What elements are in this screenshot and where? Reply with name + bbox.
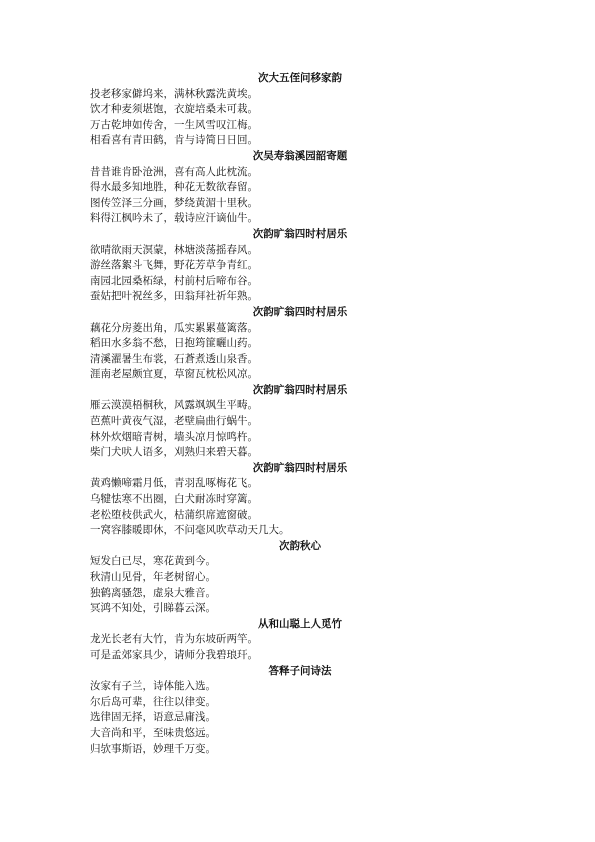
poem-line: 大音尚和平，至味贵悠远。	[90, 726, 216, 739]
poem	[90, 461, 510, 539]
poem-line: 清溪濯暑生布裳，石蒼煮透山泉香。	[90, 352, 258, 365]
poem-line: 选律固无择，语意忌庸浅。	[90, 711, 216, 724]
poem	[90, 539, 510, 617]
poem-title: 从和山聪上人觅竹	[258, 617, 342, 630]
poem-line: 秋清山见骨，年老树留心。	[90, 571, 216, 583]
poem	[90, 149, 510, 227]
poem-line: 雁云漠漠梧桐秋，风露飒飒生平畴。	[90, 399, 258, 412]
poem-title: 次大五侄问移家韵	[258, 72, 342, 84]
poem-line: 归欤事斯语，妙理千万变。	[90, 742, 216, 755]
poem-line: 游丝落絮斗飞舞，野花芳草争青红。	[90, 259, 258, 272]
poem-line: 汝家有子兰，诗体能入选。	[90, 680, 216, 693]
poem-line: 图传笠泽三分画，梦绕黄湄十里秋。	[90, 196, 258, 209]
poem-line: 冥鸿不知处，引睇暮云深。	[90, 602, 216, 615]
poem-title: 答释子问诗法	[268, 664, 332, 677]
poem-line: 饮才种麦须堪饱，衣旋培桑未可栽。	[90, 103, 258, 116]
poem-title: 次韵旷翁四时村居乐	[252, 383, 348, 396]
poem-line: 独鹤离骚怨，虚泉大雅音。	[90, 586, 216, 599]
poem-line: 相看喜有青田鹤，肯与诗简日日回。	[90, 134, 258, 147]
poem-title: 次韵旷翁四时村居乐	[252, 227, 348, 240]
poem-line: 昔昔谁肯卧沧洲，喜有高人此枕流。	[90, 165, 258, 178]
poem	[90, 664, 510, 758]
poem-line: 老松堕枝供武火，枯蒲织席遮窗破。	[90, 508, 258, 521]
poem	[90, 305, 510, 383]
poem-line: 得水最多知地胜，种花无数欲春留。	[90, 181, 258, 194]
poem-line: 蚕姑把叶祝丝多，田翁拜社祈年熟。	[90, 290, 258, 303]
poem-line: 黄鸡懒啼霜月低，青羽乱啄梅花飞。	[90, 477, 258, 490]
poem-line: 投老移家僻坞来，满林秋露洗黄埃。	[90, 87, 258, 100]
poem-line: 可是孟郊家具少，请师分我碧琅玕。	[90, 648, 258, 661]
poem	[90, 227, 510, 305]
poem	[90, 617, 510, 664]
poem	[90, 383, 510, 461]
poem-line: 林外炊烟暗青树，墙头凉月惊鸣杵。	[90, 430, 258, 443]
poem-line: 万古乾坤如传舍，一生风雪叹江梅。	[90, 118, 258, 131]
poem-line: 龙光长老有大竹，肯为东坡斫两竿。	[90, 633, 258, 646]
poem-line: 欲晴欲雨天溟蒙，林塘淡荡摇春风。	[90, 243, 258, 256]
poem-line: 南园北园桑柘绿，村前村后啼布谷。	[90, 274, 258, 287]
poem-title: 次吴寿翁溪园韶寄题	[252, 149, 348, 162]
poem-line: 柴门犬吠人语多，刈熟归来碧天暮。	[90, 446, 258, 459]
poem-line: 乌犍怯寒不出圈，白犬耐冻时穿篱。	[90, 493, 258, 506]
poem-line: 稻田水多翁不愁，日抱筠篚曬山药。	[90, 337, 258, 350]
poem-line: 尔后岛可辈，往往以律变。	[90, 695, 216, 708]
poem-line: 料得江枫吟未了，载诗应汗谪仙牛。	[90, 212, 258, 225]
poem-title: 次韵旷翁四时村居乐	[252, 461, 348, 474]
poem	[90, 71, 510, 149]
poem-line: 短发白已尽，寒花黄到今。	[90, 555, 216, 568]
poem-title: 次韵秋心	[279, 539, 321, 552]
poem-title: 次韵旷翁四时村居乐	[252, 305, 348, 318]
poem-line: 涯南老屋颇宜夏，草窗瓦枕松风凉。	[90, 368, 258, 381]
poem-line: 藕花分房菱出角，瓜实累累蔓篱落。	[90, 321, 258, 334]
poem-line: 芭蕉叶黄夜气湿，老壁扁曲行蜗牛。	[90, 415, 258, 428]
poem-line: 一窝容膝暖即休，不问毫风吹草动天几大。	[90, 524, 290, 537]
document-page	[90, 71, 510, 757]
